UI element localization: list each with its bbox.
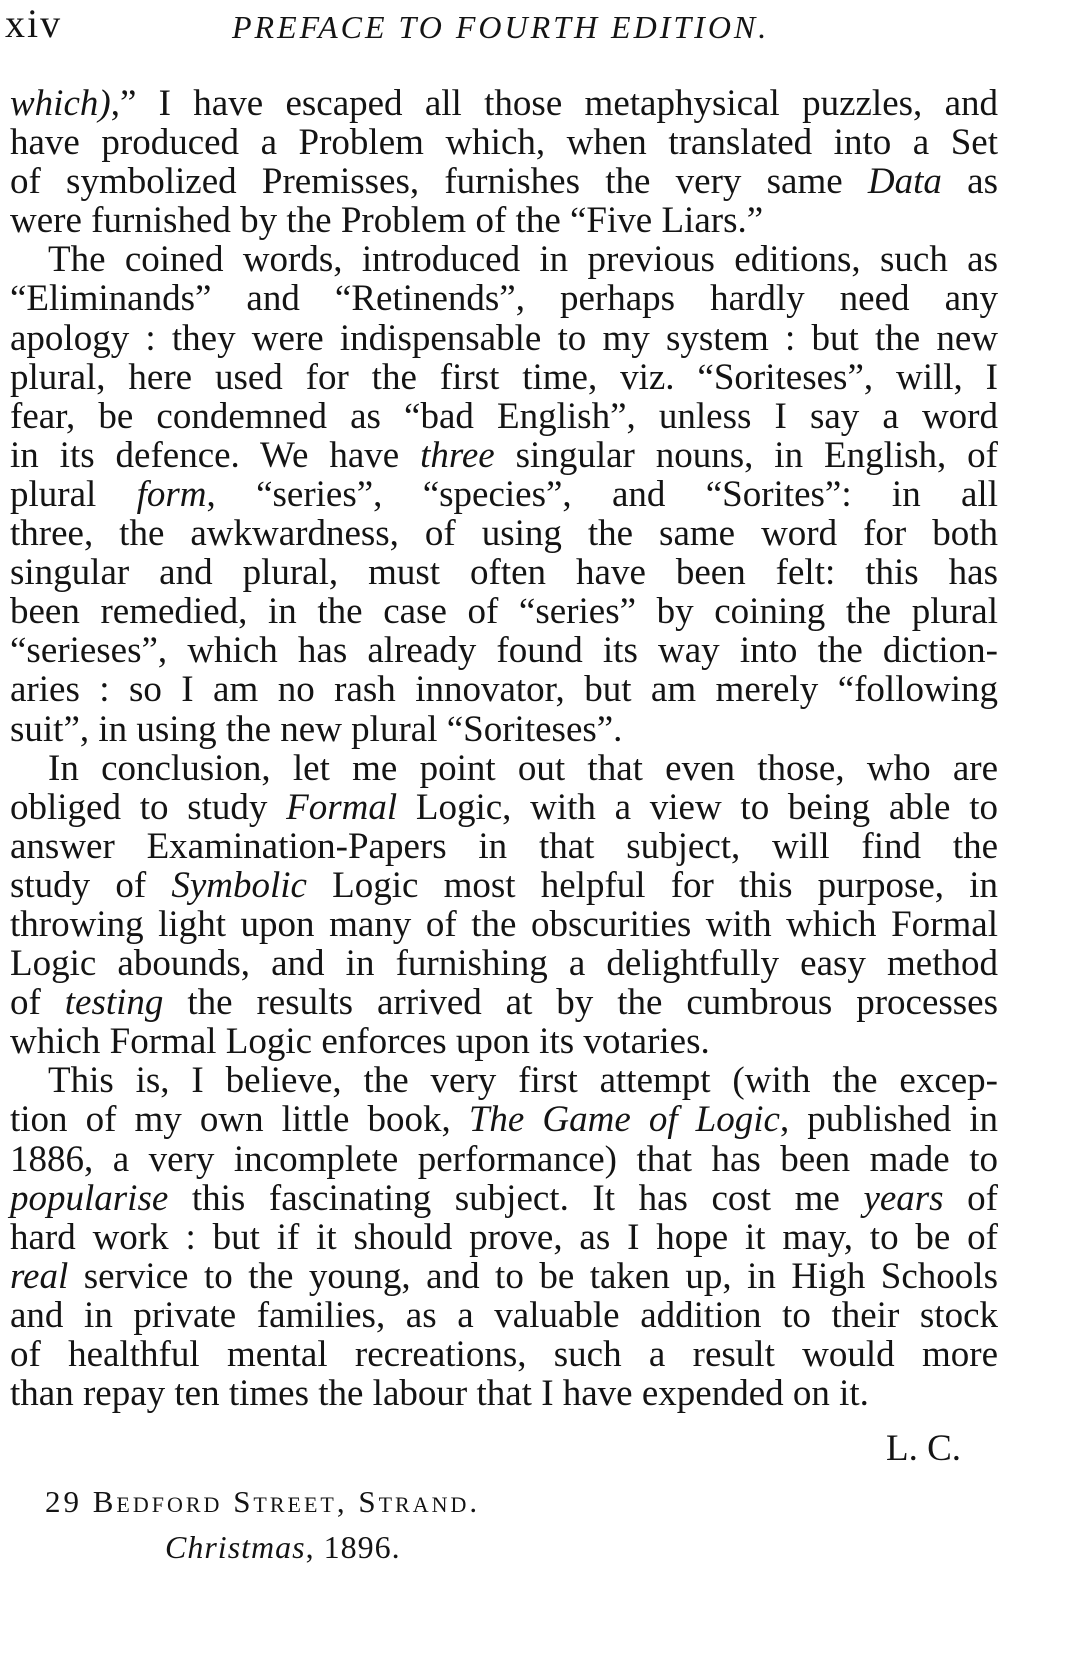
text-segment: plural bbox=[10, 473, 137, 515]
text-segment: study of bbox=[10, 864, 172, 906]
text-line bbox=[10, 397, 998, 436]
text-segment: “Eliminands” and “Retinends”, perhaps hardly need any bbox=[10, 278, 998, 320]
text-segment: of healthful mental recreations, such a result would more bbox=[10, 1334, 998, 1375]
text-segment: were furnished by the Problem of the “Five Liars.” bbox=[10, 200, 764, 242]
text-segment: in its defence. We have bbox=[10, 434, 421, 476]
text-segment: three, the awkwardness, of using the same word for both bbox=[10, 513, 998, 555]
text-line bbox=[10, 1296, 998, 1335]
text-line bbox=[10, 905, 998, 944]
author-initials: L. C. bbox=[886, 1428, 962, 1469]
text-line bbox=[10, 1374, 998, 1413]
text-segment: suit”, in using the new plural “Soriteses”. bbox=[10, 708, 623, 750]
text-segment: which Formal Logic enforces upon its votaries. bbox=[10, 1021, 710, 1063]
date-line bbox=[165, 1529, 401, 1565]
italic-text: testing bbox=[64, 982, 164, 1024]
text-line bbox=[10, 670, 998, 709]
text-segment: In conclusion, let me point out that even those, who are bbox=[48, 747, 998, 789]
text-segment: singular nouns, in English, of bbox=[494, 434, 999, 476]
text-segment: Logic, with a view to being able to bbox=[397, 786, 998, 828]
text-line bbox=[10, 1022, 998, 1061]
text-segment: The coined words, introduced in previous editions, such as bbox=[48, 239, 998, 281]
text-line bbox=[10, 319, 998, 358]
text-segment: plural, here used for the first time, viz. “Soriteses”, will, I bbox=[10, 356, 998, 398]
text-line bbox=[10, 162, 998, 201]
italic-text: three bbox=[420, 434, 495, 476]
text-line bbox=[10, 358, 998, 397]
text-segment: aries : so I am no rash innovator, but am merely “following bbox=[10, 669, 998, 711]
text-segment: obliged to study bbox=[10, 786, 287, 828]
paragraph bbox=[10, 1061, 998, 1413]
text-line bbox=[10, 514, 998, 553]
text-line bbox=[10, 1257, 998, 1296]
date-year: , 1896. bbox=[305, 1529, 401, 1565]
italic-text: popularise bbox=[10, 1177, 169, 1219]
text-segment: the results arrived at by the cumbrous processes bbox=[163, 982, 998, 1024]
text-line bbox=[10, 1179, 998, 1218]
text-segment: hard work : but if it should prove, as I hope it may, to be of bbox=[10, 1216, 998, 1258]
text-line bbox=[10, 240, 998, 279]
text-segment: singular and plural, must often have been felt: this has bbox=[10, 552, 998, 594]
text-line bbox=[10, 788, 998, 827]
text-segment: of bbox=[943, 1177, 998, 1219]
text-segment: have produced a Problem which, when translated into a Set bbox=[10, 122, 998, 164]
text-segment: been remedied, in the case of “series” by coining the plural bbox=[10, 591, 998, 633]
text-segment: answer Examination-Papers in that subject, will find the bbox=[10, 825, 998, 867]
text-line bbox=[10, 1061, 998, 1100]
text-segment: and in private families, as a valuable addition to their stock bbox=[10, 1294, 998, 1336]
paragraph bbox=[10, 84, 998, 240]
text-line bbox=[10, 866, 998, 905]
text-segment: this fascinating subject. It has cost me bbox=[168, 1177, 864, 1219]
text-line bbox=[10, 710, 998, 749]
italic-text: The Game of Logic bbox=[468, 1099, 780, 1141]
text-line bbox=[10, 553, 998, 592]
text-line bbox=[10, 123, 998, 162]
text-line bbox=[10, 84, 998, 123]
paragraph bbox=[10, 749, 998, 1062]
text-line bbox=[10, 1100, 998, 1139]
text-line bbox=[10, 827, 998, 866]
text-segment: Logic most helpful for this purpose, in bbox=[306, 864, 998, 906]
italic-text: Data bbox=[867, 161, 942, 203]
text-line bbox=[10, 749, 998, 788]
text-segment: , “series”, “species”, and “Sorites”: in all bbox=[206, 473, 998, 515]
italic-text: form bbox=[136, 473, 207, 515]
text-segment: than repay ten times the labour that I have expended on it. bbox=[10, 1373, 869, 1415]
text-line bbox=[10, 201, 998, 240]
italic-text: which) bbox=[10, 83, 111, 124]
text-line bbox=[10, 1335, 998, 1374]
italic-text: years bbox=[863, 1177, 944, 1219]
text-line bbox=[10, 983, 998, 1022]
text-line bbox=[10, 1140, 998, 1179]
italic-text: Symbolic bbox=[171, 864, 307, 906]
text-line bbox=[10, 1218, 998, 1257]
text-segment: service to the young, and to be taken up, in High Schools bbox=[68, 1255, 998, 1297]
text-segment: , published in bbox=[779, 1099, 998, 1141]
text-segment: fear, be condemned as “bad English”, unless I say a word bbox=[10, 395, 998, 437]
text-segment: Logic abounds, and in furnishing a delightfully easy method bbox=[10, 943, 998, 985]
body-text bbox=[10, 84, 998, 1413]
text-segment: “serieses”, which has already found its way into the diction- bbox=[10, 630, 998, 672]
text-segment: tion of my own little book, bbox=[10, 1099, 469, 1141]
text-line bbox=[10, 436, 998, 475]
text-line bbox=[10, 279, 998, 318]
running-title: PREFACE TO FOURTH EDITION. bbox=[232, 9, 770, 45]
text-segment: throwing light upon many of the obscurities with which Formal bbox=[10, 903, 998, 945]
text-segment: as bbox=[941, 161, 998, 203]
page-number: xiv bbox=[5, 1, 63, 46]
text-segment: 1886, a very incomplete performance) that has been made to bbox=[10, 1138, 998, 1180]
text-segment: This is, I believe, the very first attempt (with the excep- bbox=[48, 1060, 998, 1102]
text-segment: ,” I have escaped all those metaphysical puzzles, and bbox=[110, 83, 998, 124]
text-line bbox=[10, 475, 998, 514]
date-season: Christmas bbox=[165, 1529, 306, 1565]
italic-text: Formal bbox=[286, 786, 398, 828]
text-line bbox=[10, 631, 998, 670]
text-segment: of symbolized Premisses, furnishes the very same bbox=[10, 161, 868, 203]
text-line bbox=[10, 592, 998, 631]
text-line bbox=[10, 944, 998, 983]
address: 29 Bedford Street, Strand. bbox=[45, 1484, 481, 1519]
text-segment: of bbox=[10, 982, 65, 1024]
text-segment: apology : they were indispensable to my system : but the new bbox=[10, 317, 998, 359]
paragraph bbox=[10, 240, 998, 748]
italic-text: real bbox=[10, 1255, 69, 1297]
